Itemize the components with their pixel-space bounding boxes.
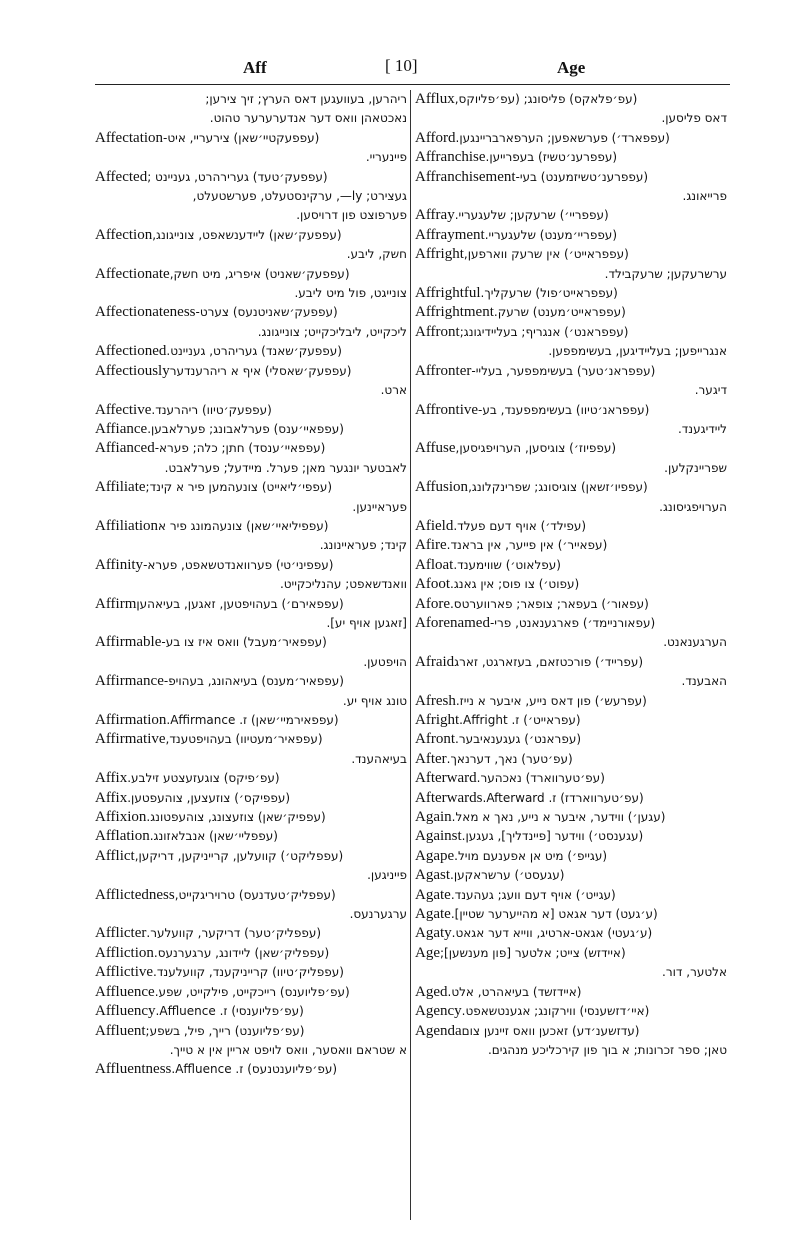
headword: Afront (415, 731, 455, 748)
entry-line (415, 362, 727, 381)
definition-text: פעראיינען. (352, 499, 407, 514)
headword: Against (415, 828, 462, 845)
definition-text: (עדזשענ׳דע) זאכען וואס זיינען צום (461, 1023, 644, 1038)
definition-text: א שטראם וואסער, וואס לויפט אריין אין א טייך. (169, 1042, 407, 1057)
left-column (95, 90, 407, 1220)
headword: Affranchisement (415, 168, 516, 185)
headword: Afraid (415, 653, 455, 670)
definition-text: פרייאונג. (682, 189, 727, 204)
headword: Affiance (95, 420, 148, 437)
definition-text: (עפאייר׳) אין פייער, אין בראנד. (446, 538, 612, 553)
headword: Affluency (95, 1003, 156, 1020)
entry-line (95, 284, 407, 303)
definition-text: (עפ׳פליוענס) רייכקייט, פילקייט, שפע. (154, 984, 354, 999)
headword: Affectioned (95, 343, 167, 360)
headword: Affixion (95, 809, 147, 826)
definition-text: (עפפי׳ליאייט) צונעהמען פיר א קינד; (145, 480, 336, 495)
entry-line (95, 595, 407, 614)
definition-text: (ע׳געט) דער אגאט [א מהייערער שטיין]. (450, 907, 662, 922)
entry-line (415, 206, 727, 225)
entry-line (95, 963, 407, 982)
entry-line (95, 206, 407, 225)
entry-line (415, 129, 727, 148)
definition-text: קינד; פעראיינונג. (319, 538, 407, 553)
definition-text: פייניגען. (367, 868, 407, 883)
definition-text: (עפפראייט׳פול) שרעקליך. (480, 286, 622, 301)
headword: Affirmative (95, 731, 166, 748)
definition-text: (עפלאוט׳) שווימענד. (453, 557, 565, 572)
definition-text: (עגייט׳) אויף דעם וועג; געהענד. (450, 887, 620, 902)
entry-line (95, 730, 407, 749)
headword: Affix (95, 770, 128, 787)
entry-line (415, 575, 727, 594)
definition-text: ליידיגענד. (677, 421, 727, 436)
entry-line (95, 498, 407, 517)
definition-text: (עפראנט׳) געגענאיבער. (455, 732, 585, 747)
entry-line (415, 595, 727, 614)
definition-text: בעיאהענד. (351, 751, 407, 766)
definition-text: וואנדשאפט; עהנליכקייט. (279, 577, 407, 592)
headword: Afloat (415, 556, 454, 573)
entry-line (95, 381, 407, 400)
left-guide-word: Aff (243, 58, 267, 77)
headword: Affirm (95, 595, 137, 612)
entry-line (95, 866, 407, 885)
entry-line (415, 847, 727, 866)
headword: Agate (415, 886, 451, 903)
headword: Age (415, 944, 440, 961)
headword: Afflictive (95, 964, 154, 981)
entry-line (95, 653, 407, 672)
headword: Affirmation (95, 712, 167, 728)
definition-text: הויפטען. (363, 654, 407, 669)
definition-text: שפריינקלען. (664, 460, 727, 475)
entry-line (415, 983, 727, 1002)
headword: Affectionate (95, 265, 170, 282)
entry-line (415, 827, 727, 846)
definition-text: (עפפיני׳טי) פערוואנדטשאפט, פערא- (143, 557, 338, 572)
headword: Afore (415, 595, 450, 612)
headword: Afright (415, 712, 460, 728)
entry-line (415, 905, 727, 924)
headword: Afterwards (415, 789, 483, 806)
entry-line (415, 284, 727, 303)
definition-text: ריהרען, בעוועגען דאס הערץ; זיך צירען; (205, 92, 407, 106)
entry-line (95, 1002, 407, 1021)
definition-text: (עפפעק׳שאניט) איפריג, מיט חשק, (169, 266, 354, 281)
page-number: [ 10] (385, 56, 418, 75)
entry-line (95, 90, 407, 109)
entry-line (95, 769, 407, 788)
definition-text: (עגעסט׳) ערשראקען. (450, 868, 569, 883)
entry-line (415, 439, 727, 458)
definition-text: (עפ׳פלאקס) פליסונג; (עפ׳פליוקס, (454, 92, 642, 106)
entry-line (415, 1022, 727, 1041)
definition-text: (עפפליי׳שאן) אנבלאזונג. (149, 829, 282, 844)
definition-text: (עפפליק׳שאן) ליידונג, ערגערנעס. (153, 945, 333, 960)
definition-text: (עפראייט׳) ז. Affright. (459, 713, 585, 727)
entry-line (95, 245, 407, 264)
running-head (95, 52, 730, 82)
entry-line (95, 789, 407, 808)
column-divider (410, 90, 411, 1220)
headword: Affectionateness (95, 304, 196, 321)
entry-line (95, 556, 407, 575)
headword: Afield (415, 517, 454, 534)
definition-text: דאס פליסען. (661, 111, 727, 126)
entry-line (95, 1041, 407, 1060)
definition-text: פיינעריי. (365, 150, 407, 165)
definition-text: (עפפליק׳טיוו) קרייניקענד, קוועלענד. (153, 965, 348, 980)
definition-text: (עפפיליאיי׳שאן) צונעהמונג פיר א (158, 518, 333, 533)
headword: Afoot (415, 576, 450, 593)
definition-text: אלטער, דור. (662, 965, 727, 980)
definition-text: האבענד. (681, 674, 727, 689)
headword: Aged (415, 983, 448, 1000)
definition-text: (עפפאיי׳ענס) פערלאבונג; פערלאבען. (147, 421, 348, 436)
definition-text: געצירט; ly—, ערקינסטעלט, פערשטעלט, (192, 189, 407, 204)
definition-text: (עפפעק׳שאנד) געריהרט, געניינט. (166, 344, 346, 359)
definition-text: (עפילד׳) אויף דעם פעלד. (453, 518, 590, 533)
entry-line (95, 401, 407, 420)
definition-text: (איידזש) צייט; אלטער [פון מענשען]; (440, 945, 630, 960)
entry-line (415, 653, 727, 672)
definition-text: (עפרעש׳) פון דאס נייע, איבער א נייז. (455, 693, 651, 708)
definition-text: (עפוט׳) צו פוס; אין גאנג. (450, 577, 583, 592)
definition-text: אנגרייפען; בעליידיגען, בעשימפפען. (548, 344, 727, 359)
entry-line (415, 381, 727, 400)
headword: Agate (415, 906, 451, 923)
headword: Affix (95, 789, 128, 806)
definition-text: (עפפליק׳טעדנעס) טרויריגקייט, (174, 887, 340, 902)
headword: Affluence (95, 983, 155, 1000)
entry-line (95, 439, 407, 458)
headword: Agenda (415, 1022, 462, 1039)
definition-text: (עפפעק׳טיוו) ריהרענד. (151, 402, 276, 417)
definition-text: ארט. (380, 383, 407, 398)
entry-line (95, 148, 407, 167)
headword: Affuse (415, 440, 456, 457)
headword: Afresh (415, 692, 456, 709)
entry-line (415, 614, 727, 633)
entry-line (95, 633, 407, 652)
entry-line (415, 730, 727, 749)
definition-text: (עפפעק׳טעד) גערירהרט, געניינט ; (147, 169, 332, 184)
definition-text: (עפפאיר׳מעטיוו) בעהויפטענד, (165, 732, 327, 747)
entry-line (415, 478, 727, 497)
definition-text: (עפרייד׳) פורכטזאם, בעזארגט, זארג (454, 654, 647, 669)
right-guide-word: Age (557, 58, 586, 77)
definition-text: חשק, ליבע. (346, 247, 407, 262)
entry-line (415, 187, 727, 206)
entry-line (415, 789, 727, 808)
definition-text: (עפאורניימד׳) פארגענאנט, פרי- (489, 615, 659, 630)
definition-text: לאבטער יונגער מאן; פערל. מיידעל; פערלאבט. (164, 460, 407, 475)
definition-text: (עפפליק׳טער) דריקער, קוועלער. (146, 926, 325, 941)
entry-line (415, 109, 727, 128)
definition-text: (עפפראייט׳) אין שרעק ווארפען, (463, 247, 633, 262)
entry-line (415, 866, 727, 885)
entry-line (415, 245, 727, 264)
headword: Affluentness (95, 1061, 172, 1078)
headword: Affranchise (415, 149, 486, 166)
headword: Affection (95, 226, 153, 243)
definition-text: (עפ׳טערווארד) נאכהער. (476, 771, 609, 786)
headword: Affrontive (415, 401, 479, 418)
entry-line (415, 886, 727, 905)
entry-line (95, 886, 407, 905)
entry-line (95, 187, 407, 206)
headword: Agency (415, 1003, 462, 1020)
headword: Affinity (95, 556, 144, 573)
definition-text: (עפ׳פיקס) צוגעזעצטע זילבע. (127, 771, 284, 786)
definition-text: (עפפריי׳) שרעקען; שלעגעריי. (454, 208, 613, 223)
entry-line (415, 1041, 727, 1060)
headword: Again (415, 809, 452, 826)
entry-line (415, 556, 727, 575)
headword: Afflictedness (95, 886, 175, 903)
entry-line (95, 459, 407, 478)
definition-text: (עפפארד׳) פערשאפען; הערפארבריינגען. (455, 130, 674, 145)
entry-line (95, 847, 407, 866)
definition-text: (ע׳געטי) אגאט-ארטיג, ווייא דער אגאט. (451, 926, 656, 941)
definition-text: (איי׳דזשענסי) ווירקונג; אגענטשאפט. (461, 1004, 654, 1019)
definition-text: הערגענאנט. (663, 635, 727, 650)
entry-line (95, 944, 407, 963)
headword: Afterward (415, 770, 477, 787)
entry-line (415, 963, 727, 982)
headword: Affrightful (415, 285, 481, 302)
entry-line (95, 905, 407, 924)
headword: Affray (415, 207, 455, 224)
entry-line (95, 420, 407, 439)
definition-text: (עפפאירם׳) בעהויפטען, זאגען, בעיאהען (136, 596, 348, 611)
entry-line (95, 1060, 407, 1079)
headword: Affectation (95, 129, 164, 146)
entry-line (95, 672, 407, 691)
definition-text: טונג אויף יע. (342, 693, 407, 708)
definition-text: (עפפראנ׳טיוו) בעשימפפענד, בע- (478, 402, 654, 417)
entry-line (415, 498, 727, 517)
entry-line (95, 342, 407, 361)
headword: Affective (95, 401, 152, 418)
definition-text: (עפפרענ׳טשיזמענט) בעי- (515, 169, 652, 184)
entry-line (95, 323, 407, 342)
definition-text: (עגען׳) ווידער, איבער א נייע, נאך א מאל. (451, 810, 670, 825)
definition-text: (עגייפ׳) מיט אן אפענעם מויל. (454, 848, 611, 863)
entry-line (415, 1002, 727, 1021)
definition-text: (עפפריי׳מענט) שלעגעריי. (484, 227, 621, 242)
headword: Afflation (95, 828, 150, 845)
headword: Affusion (415, 479, 469, 496)
entry-line (415, 303, 727, 322)
headword: Affirmance (95, 673, 164, 690)
entry-line (95, 750, 407, 769)
headword: Afflux (415, 91, 455, 107)
entry-line (415, 944, 727, 963)
headword: Affiliate (95, 479, 146, 496)
entry-line (95, 303, 407, 322)
entry-line (415, 750, 727, 769)
entry-line (95, 827, 407, 846)
entry-line (95, 109, 407, 128)
definition-text: (עפפראנ׳טער) בעשימפפער, בעליי- (471, 363, 660, 378)
entry-line (415, 692, 727, 711)
definition-text: (עפ׳פליוענסי) ז. Affluence. (155, 1004, 308, 1019)
definition-text: (עפ׳פליוענטנעס) ז. Affluence. (171, 1062, 341, 1077)
entry-line (95, 983, 407, 1002)
entry-line (415, 226, 727, 245)
headword: Agaty (415, 925, 452, 942)
headword: Affronter (415, 362, 472, 379)
headword: Agast (415, 867, 450, 884)
definition-text: (עפפעקטיי׳שאן) צירעריי, איט- (163, 130, 324, 145)
definition-text: פערפוצט פון דרויסען. (296, 208, 407, 223)
definition-text: ערשרעקען; שרעקבילד. (604, 266, 727, 281)
entry-line (415, 672, 727, 691)
definition-text: (עפפראנט׳) אנגריף; בעליידיגונג; (459, 324, 633, 339)
entry-line (415, 459, 727, 478)
headword: Affront (415, 323, 460, 340)
entry-line (415, 148, 727, 167)
entry-line (415, 342, 727, 361)
entry-line (415, 90, 727, 109)
entry-line (415, 924, 727, 943)
entry-line (415, 420, 727, 439)
definition-text: טאן; ספר זכרונות; א בוך פון קירכליכע מנהגים. (487, 1042, 727, 1057)
definition-text: (עפפיק׳שאן) צוזעצונג, צוהעפטונג. (146, 810, 330, 825)
entry-line (415, 401, 727, 420)
entry-line (415, 323, 727, 342)
entry-line (415, 517, 727, 536)
headword: Agape (415, 847, 455, 864)
definition-text: (עפפיוז׳) צוגיסען, הערויפגיסען, (455, 441, 620, 456)
entry-line (95, 536, 407, 555)
entry-line (95, 614, 407, 633)
headword: Affluent (95, 1022, 146, 1039)
entry-line (415, 769, 727, 788)
entry-line (415, 536, 727, 555)
definition-text: ערגערנעס. (349, 907, 407, 922)
definition-text: דיגער. (694, 383, 727, 398)
definition-text: (עפ׳טער) נאך, דערנאך. (446, 751, 577, 766)
entry-line (95, 808, 407, 827)
definition-text: (עפפאירמיי׳שאן) ז. Affirmance. (166, 713, 343, 727)
entry-line (95, 168, 407, 187)
entry-line (415, 168, 727, 187)
headword: Affirmable (95, 634, 162, 651)
entry-line (95, 517, 407, 536)
header-rule (95, 84, 730, 85)
definition-text: (עפפעק׳שאן) ליידענשאפט, צונייגונג, (152, 227, 346, 242)
headword: Affected (95, 168, 148, 185)
headword: Afflict (95, 847, 135, 864)
entry-line (95, 478, 407, 497)
definition-text: [זאגען אויף יע]. (326, 615, 407, 630)
definition-text: (עפ׳טערווארדז) ז. Afterward. (482, 790, 648, 805)
definition-text: (איידזשד) בעיאהרט, אלט. (447, 984, 586, 999)
definition-text: (עפפליקט׳) קוועלען, קרייניקען, דריקען, (134, 848, 347, 863)
right-column (415, 90, 727, 1220)
headword: Affianced (95, 440, 155, 457)
headword: Afire (415, 537, 447, 554)
headword: Affiliation (95, 517, 159, 534)
definition-text: (עפפראייט׳מענט) שרעק. (493, 305, 630, 320)
entry-line (95, 575, 407, 594)
definition-text: ליכקייט, ליבליכקייט; צונייגונג. (257, 324, 407, 339)
definition-text: (עפפרענ׳טשיז) בעפרייען. (485, 150, 621, 165)
definition-text: (עפאור׳) בעפאר; צופאר; פארווערטס. (449, 596, 653, 611)
definition-text: (עפפעק׳שאסלי) איף א ריהרענדער (169, 363, 356, 378)
definition-text: (עפפאיר׳מעבל) וואס איז צו בע- (161, 635, 331, 650)
definition-text: (עגענסט׳) ווידער [פיינדליך], געגען. (461, 829, 648, 844)
entry-line (95, 226, 407, 245)
definition-text: (עפפעק׳שאניטנעס) צערט- (195, 305, 342, 320)
headword: Affrightment (415, 304, 494, 321)
two-column-body (95, 90, 730, 1220)
entry-line (95, 924, 407, 943)
definition-text: (עפ׳פליוענט) רייך, פיל, בשפע; (145, 1023, 309, 1038)
headword: Affrayment (415, 226, 485, 243)
headword: Affectiously (95, 362, 170, 379)
entry-line (95, 711, 407, 730)
headword: Afflicter (95, 925, 147, 942)
definition-text: (עפפיו׳זשאן) צוגיסונג; שפרינקלונג, (468, 480, 652, 495)
headword: After (415, 750, 447, 767)
headword: Aforenamed (415, 614, 490, 631)
entry-line (415, 265, 727, 284)
entry-line (415, 711, 727, 730)
entry-line (95, 692, 407, 711)
definition-text: צונייגט, פול מיט ליבע. (294, 286, 407, 301)
entry-line (415, 808, 727, 827)
definition-text: (עפפאיי׳ענסד) חתן; כלה; פערא- (154, 441, 330, 456)
headword: Affliction (95, 944, 154, 961)
headword: Affright (415, 246, 464, 263)
definition-text: (עפפאיר׳מענס) בעיאהונג, בעהויפ- (163, 674, 348, 689)
definition-text: נאכטאהן וואס דער אנדערערער טהוט. (209, 111, 407, 126)
headword: Afford (415, 129, 456, 146)
entry-line (95, 1022, 407, 1041)
definition-text: (עפפיקס׳) צוזעצען, צוהעפטען. (127, 790, 294, 805)
definition-text: הערויפגיסונג. (659, 499, 727, 514)
entry-line (95, 129, 407, 148)
entry-line (95, 265, 407, 284)
entry-line (95, 362, 407, 381)
entry-line (415, 633, 727, 652)
